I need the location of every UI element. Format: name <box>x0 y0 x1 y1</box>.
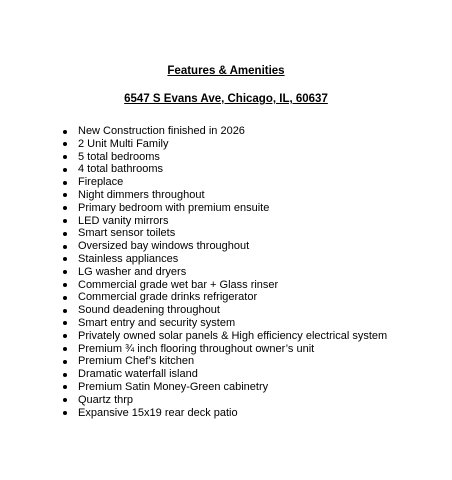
feature-text: Dramatic waterfall island <box>78 368 198 381</box>
bullet-icon <box>63 193 67 197</box>
feature-list-item <box>78 189 398 202</box>
feature-text: New Construction finished in 2026 <box>78 125 245 137</box>
feature-text: Oversized bay windows throughout <box>78 240 250 253</box>
feature-list-item <box>78 355 398 368</box>
feature-list-item <box>78 343 398 356</box>
feature-text: Night dimmers throughout <box>78 188 205 201</box>
bullet-icon <box>63 181 67 185</box>
property-address: 6547 S Evans Ave, Chicago, IL, 60637 <box>124 93 328 105</box>
bullet-icon <box>63 155 67 159</box>
bullet-icon <box>63 309 67 313</box>
bullet-icon <box>63 398 67 402</box>
feature-list-item <box>78 176 398 189</box>
bullet-icon <box>63 245 67 249</box>
feature-text: Smart entry and security system <box>78 316 236 329</box>
feature-text: Premium Satin Money-Green cabinetry <box>78 380 269 393</box>
feature-text: LED vanity mirrors <box>78 214 169 227</box>
feature-list-item <box>78 138 398 151</box>
bullet-icon <box>63 334 67 338</box>
feature-list-item <box>78 163 398 176</box>
feature-list-item <box>78 368 398 381</box>
feature-text: 5 total bedrooms <box>78 150 160 163</box>
bullet-icon <box>63 411 67 415</box>
feature-text: 4 total bathrooms <box>78 163 163 176</box>
feature-text: Primary bedroom with premium ensuite <box>78 201 270 214</box>
bullet-icon <box>63 130 67 134</box>
page-title: Features & Amenities <box>167 65 285 77</box>
feature-list-item <box>78 240 398 253</box>
bullet-icon <box>63 270 67 274</box>
feature-list <box>78 125 398 419</box>
feature-text: Expansive 15x19 rear deck patio <box>78 406 238 419</box>
bullet-icon <box>63 373 67 377</box>
feature-text: Premium Chef’s kitchen <box>78 355 195 368</box>
feature-text: Fireplace <box>78 176 124 189</box>
feature-list-item <box>78 279 398 292</box>
feature-list-item <box>78 381 398 394</box>
feature-text: Commercial grade drinks refrigerator <box>78 291 258 304</box>
feature-text: Commercial grade wet bar + Glass rinser <box>78 278 279 291</box>
bullet-icon <box>63 257 67 261</box>
feature-list-item <box>78 266 398 279</box>
bullet-icon <box>63 168 67 172</box>
feature-list-item <box>78 317 398 330</box>
feature-list-item <box>78 227 398 240</box>
feature-list-item <box>78 330 398 343</box>
bullet-icon <box>63 321 67 325</box>
bullet-icon <box>63 206 67 210</box>
feature-text: Sound deadening throughout <box>78 304 220 317</box>
bullet-icon <box>63 360 67 364</box>
feature-list-item <box>78 394 398 407</box>
feature-text: Stainless appliances <box>78 252 179 265</box>
feature-list-item <box>78 215 398 228</box>
feature-list-item <box>78 202 398 215</box>
feature-text: LG washer and dryers <box>78 265 187 278</box>
feature-text: 2 Unit Multi Family <box>78 137 169 150</box>
bullet-icon <box>63 283 67 287</box>
feature-list-item <box>78 151 398 164</box>
bullet-icon <box>63 347 67 351</box>
bullet-icon <box>63 232 67 236</box>
feature-list-item <box>78 291 398 304</box>
bullet-icon <box>63 385 67 389</box>
feature-text: Premium ¾ inch flooring throughout owner’s unit <box>78 342 315 355</box>
feature-text: Quartz thrp <box>78 393 134 406</box>
bullet-icon <box>63 296 67 300</box>
feature-list-item <box>78 253 398 266</box>
feature-list-item <box>78 304 398 317</box>
feature-text: Smart sensor toilets <box>78 227 176 240</box>
bullet-icon <box>63 142 67 146</box>
bullet-icon <box>63 219 67 223</box>
feature-list-item <box>78 407 398 420</box>
feature-text: Privately owned solar panels & High efficiency electrical system <box>78 329 388 342</box>
feature-list-item <box>78 125 398 138</box>
